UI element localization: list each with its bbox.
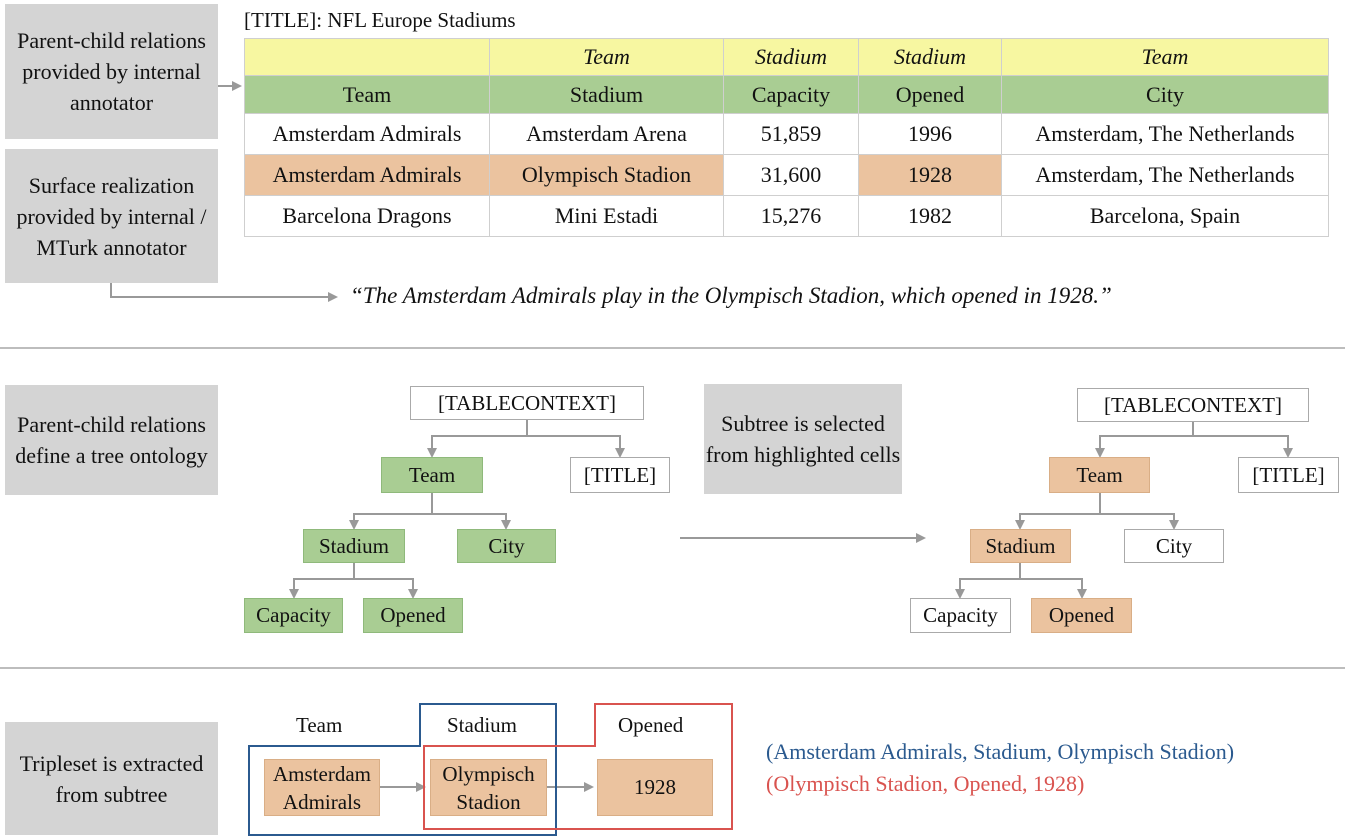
subtree-node-team: Team — [1049, 457, 1150, 493]
divider — [0, 667, 1345, 669]
header-cell: Capacity — [724, 76, 859, 114]
table-cell: 1996 — [859, 114, 1002, 155]
arrow-to-sentence — [111, 283, 336, 297]
triple-value-stadium: Olympisch Stadion — [430, 759, 547, 816]
table-cell: Amsterdam Admirals — [245, 114, 490, 155]
subtree-node-capacity: Capacity — [910, 598, 1011, 633]
label-surface-realization — [5, 149, 218, 283]
subtree-node-title: [TITLE] — [1238, 457, 1339, 493]
triple-stadium: (Amsterdam Admirals, Stadium, Olympisch Stadion) — [766, 739, 1235, 764]
table-row — [245, 196, 1329, 237]
highlighted-cell: Amsterdam Admirals — [245, 155, 490, 196]
triple-value-opened: 1928 — [597, 759, 713, 816]
label-text: Surface realization provided by internal / MTurk annotator — [16, 172, 207, 260]
stadium-table — [244, 38, 1329, 237]
table-title: [TITLE]: NFL Europe Stadiums — [244, 8, 516, 32]
table-cell: Mini Estadi — [490, 196, 724, 237]
triple-header-team: Team — [296, 713, 343, 737]
table-cell: 31,600 — [724, 155, 859, 196]
tree-node-root: [TABLECONTEXT] — [410, 386, 644, 420]
tree-node-city: City — [457, 529, 556, 563]
table-cell: 51,859 — [724, 114, 859, 155]
table-cell: Barcelona Dragons — [245, 196, 490, 237]
label-tripleset — [5, 722, 218, 835]
triple-opened: (Olympisch Stadion, Opened, 1928) — [766, 771, 1085, 796]
tree-node-team: Team — [381, 457, 483, 493]
table-cell: Barcelona, Spain — [1002, 196, 1329, 237]
table-cell: 1982 — [859, 196, 1002, 237]
tree-node-stadium: Stadium — [303, 529, 405, 563]
parent-header-cell: Team — [490, 39, 724, 76]
divider — [0, 347, 1345, 349]
parent-header-row — [245, 39, 1329, 76]
label-text: Subtree is selected from highlighted cells — [705, 411, 901, 467]
triple-header-stadium: Stadium — [447, 713, 518, 737]
subtree-node-city: City — [1124, 529, 1224, 563]
table-cell: Amsterdam, The Netherlands — [1002, 114, 1329, 155]
subtree-node-opened: Opened — [1031, 598, 1132, 633]
tree-node-title: [TITLE] — [570, 457, 670, 493]
parent-header-cell: Team — [1002, 39, 1329, 76]
label-text: Parent-child relations define a tree ontology — [15, 412, 208, 468]
target-sentence: “The Amsterdam Admirals play in the Olympisch Stadion, which opened in 1928.” — [350, 283, 1112, 308]
tree-node-capacity: Capacity — [244, 598, 343, 633]
header-row — [245, 76, 1329, 114]
table-cell: Amsterdam Arena — [490, 114, 724, 155]
header-cell: Opened — [859, 76, 1002, 114]
label-text: Tripleset is extracted from subtree — [19, 750, 204, 807]
subtree-node-stadium: Stadium — [970, 529, 1071, 563]
header-cell: Stadium — [490, 76, 724, 114]
tree-node-opened: Opened — [363, 598, 463, 633]
label-subtree-selected — [704, 384, 902, 494]
header-cell: Team — [245, 76, 490, 114]
highlighted-cell: 1928 — [859, 155, 1002, 196]
label-text: Parent-child relations provided by internal annotator — [17, 28, 206, 115]
parent-header-cell: Stadium — [724, 39, 859, 76]
table-row — [245, 155, 1329, 196]
label-parent-child-provided — [5, 4, 218, 139]
subtree-node-root: [TABLECONTEXT] — [1077, 388, 1309, 422]
table-cell: Amsterdam, The Netherlands — [1002, 155, 1329, 196]
parent-header-cell — [245, 39, 490, 76]
label-tree-ontology — [5, 385, 218, 495]
table-cell: 15,276 — [724, 196, 859, 237]
highlighted-cell: Olympisch Stadion — [490, 155, 724, 196]
triple-header-opened: Opened — [618, 713, 684, 737]
triple-value-team: Amsterdam Admirals — [264, 759, 380, 816]
header-cell: City — [1002, 76, 1329, 114]
table-row — [245, 114, 1329, 155]
parent-header-cell: Stadium — [859, 39, 1002, 76]
